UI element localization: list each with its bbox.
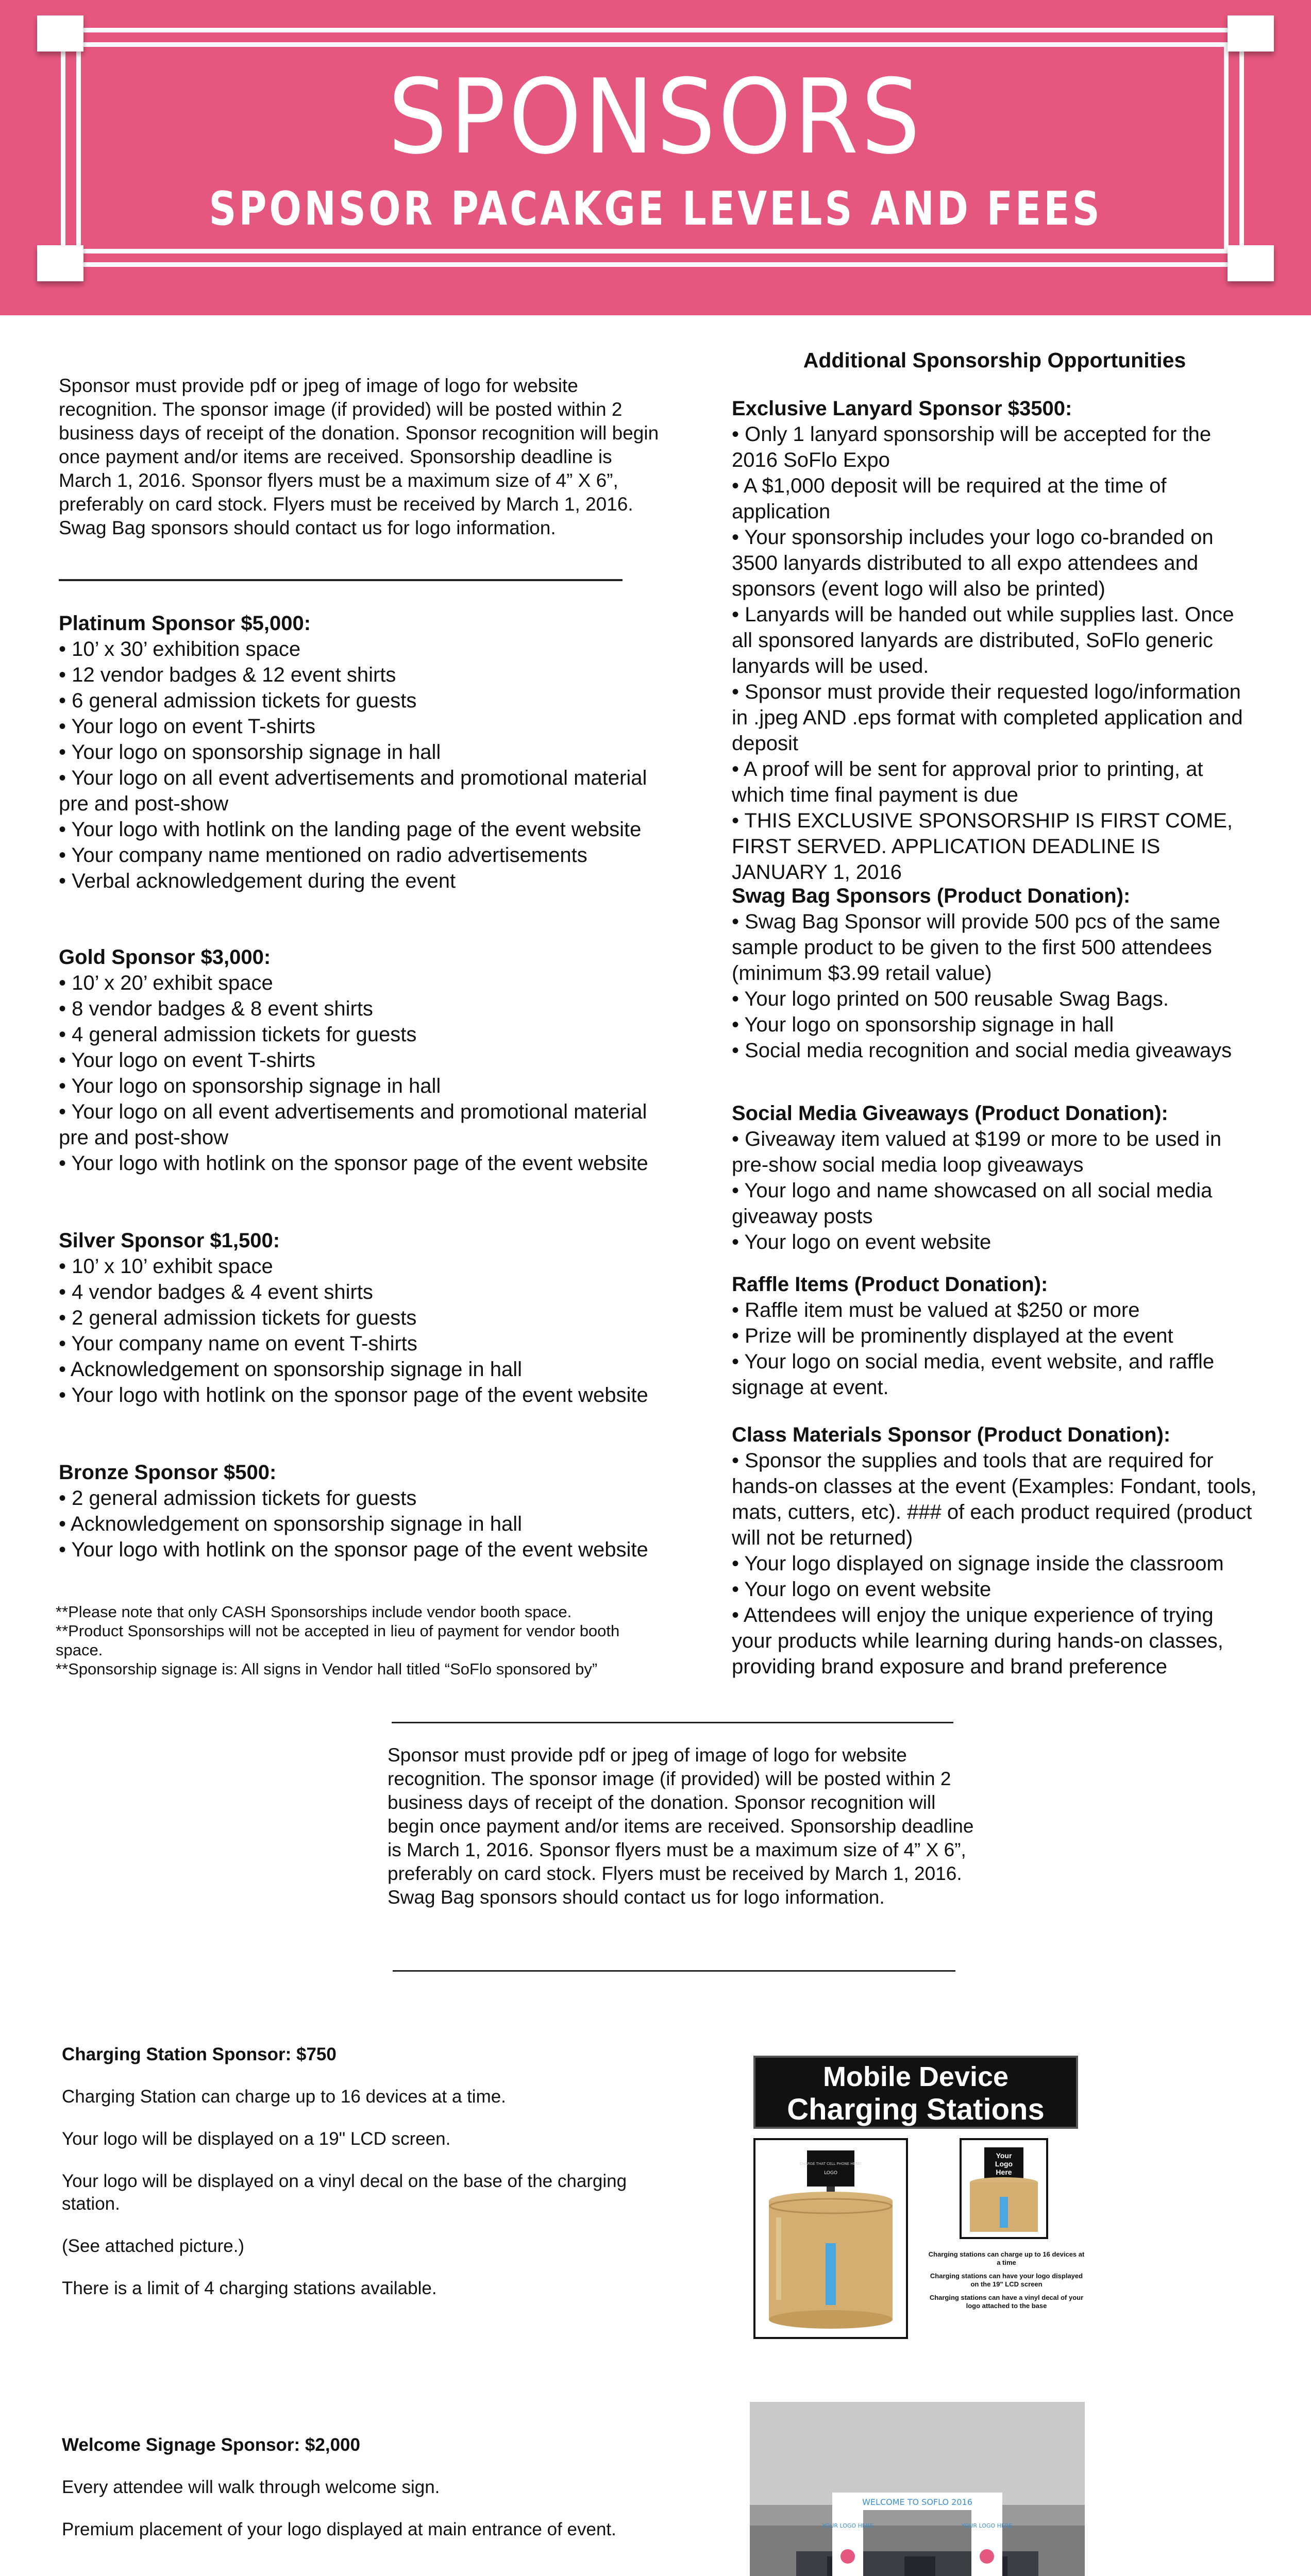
list-item: • 12 vendor badges & 12 event shirts — [59, 662, 677, 688]
note: **Sponsorship signage is: All signs in Vendor hall titled “SoFlo sponsored by” — [56, 1660, 598, 1678]
tier-title: Platinum Sponsor $5,000: — [59, 612, 311, 635]
list-item: • Your logo and name showcased on all social media giveaway posts — [732, 1178, 1257, 1229]
list-item: • 10’ x 10’ exhibit space — [59, 1253, 677, 1279]
list-item: • Your company name mentioned on radio advertisements — [59, 842, 677, 868]
section-list — [732, 421, 1257, 885]
section-list — [732, 1297, 1257, 1400]
list-item: • Your logo on event website — [732, 1577, 1257, 1602]
list-item: • 8 vendor badges & 8 event shirts — [59, 996, 677, 1022]
list-item: • Your logo on sponsorship signage in hall — [59, 739, 677, 765]
divider — [392, 1722, 953, 1723]
list-item: • Giveaway item valued at $199 or more to be used in pre-show social media loop giveaways — [732, 1126, 1257, 1178]
charging-captions — [927, 2250, 1086, 2310]
note: **Please note that only CASH Sponsorships include vendor booth space. — [56, 1603, 572, 1621]
charging-banner-line2: Charging Stations — [787, 2093, 1045, 2126]
header-banner — [0, 0, 1311, 315]
list-item: • Your logo displayed on signage inside the classroom — [732, 1551, 1257, 1577]
list-item: • Your logo on social media, event website, and raffle signage at event. — [732, 1349, 1257, 1400]
welcome-line: Premium placement of your logo displayed at main entrance of event. — [62, 2519, 616, 2539]
banner-corner-top-right — [1228, 15, 1274, 52]
charging-line: Your logo will be displayed on a 19" LCD screen. — [62, 2129, 451, 2149]
welcome-sign-illustration — [750, 2402, 1085, 2576]
list-item: • Lanyards will be handed out while supplies last. Once all sponsored lanyards are distributed, SoFlo generic lanyards will be used. — [732, 602, 1257, 679]
list-item: • Your logo on event T-shirts — [59, 714, 677, 739]
welcome-sign-image — [750, 2402, 1085, 2576]
list-item: • Your logo with hotlink on the landing page of the event website — [59, 817, 677, 842]
list-item: • A $1,000 deposit will be required at the time of application — [732, 473, 1257, 524]
section-list — [732, 1448, 1257, 1680]
divider — [393, 1970, 955, 1972]
banner-corner-top-left — [37, 15, 83, 52]
list-item: • 4 general admission tickets for guests — [59, 1022, 677, 1047]
list-item: • Your logo printed on 500 reusable Swag Bags. — [732, 986, 1257, 1012]
tier-list — [59, 1253, 677, 1408]
list-item: • Your logo on all event advertisements and promotional material pre and post-show — [59, 765, 677, 817]
section-title: Raffle Items (Product Donation): — [732, 1273, 1048, 1296]
list-item: • Your logo on sponsorship signage in hall — [59, 1073, 677, 1099]
pillar-logo-text: YOUR LOGO HERE — [961, 2522, 1013, 2529]
tier-list — [59, 970, 677, 1176]
intro-text-center: Sponsor must provide pdf or jpeg of image of logo for website recognition. The sponsor image (if provided) will be posted within 2 business days of receipt of the donation. Sponsor recognition will begin once payment and/or items are received. Sponsorship deadline is March 1, 2016. Sponsor flyers must be a maximum size of 4” X 6”, preferably on card stock. Flyers must be received by March 1, 2016. Swag Bag sponsors should contact us for logo information. — [388, 1744, 974, 1908]
logo-label: Your Logo Here — [995, 2151, 1013, 2176]
charging-line: Charging Station can charge up to 16 devices at a time. — [62, 2087, 506, 2107]
list-item: • Your logo on event T-shirts — [59, 1047, 677, 1073]
charging-line: (See attached picture.) — [62, 2236, 245, 2256]
list-item: • 10’ x 30’ exhibition space — [59, 636, 677, 662]
section-list — [732, 909, 1257, 1063]
list-item: • Sponsor the supplies and tools that are required for hands-on classes at the event (Examples: Fondant, tools, mats, cutters, etc). ### of each product required (product will not be returned) — [732, 1448, 1257, 1551]
charging-banner — [753, 2056, 1078, 2129]
screen-logo: LOGO — [824, 2171, 837, 2176]
caption: Charging stations can charge up to 16 devices at a time — [928, 2250, 1085, 2266]
list-item: • Your logo with hotlink on the sponsor page of the event website — [59, 1382, 677, 1408]
list-item: • Your company name on event T-shirts — [59, 1331, 677, 1357]
tier-list — [59, 636, 677, 894]
caption: Charging stations can have a vinyl decal of your logo attached to the base — [929, 2294, 1084, 2310]
list-item: • Attendees will enjoy the unique experience of trying your products while learning during hands-on classes, providing brand exposure and brand preference — [732, 1602, 1257, 1680]
welcome-line: Every attendee will walk through welcome sign. — [62, 2477, 440, 2497]
note: **Product Sponsorships will not be accepted in lieu of payment for vendor booth space. — [56, 1622, 620, 1659]
station-photo — [753, 2138, 908, 2339]
list-item: • A proof will be sent for approval prior to printing, at which time final payment is due — [732, 756, 1257, 808]
tier-title: Bronze Sponsor $500: — [59, 1461, 277, 1484]
list-item: • Only 1 lanyard sponsorship will be accepted for the 2016 SoFlo Expo — [732, 421, 1257, 473]
list-item: • Your logo with hotlink on the sponsor page of the event website — [59, 1150, 677, 1176]
section-list — [732, 1126, 1257, 1255]
page-subtitle: SPONSOR PACAKGE LEVELS AND FEES — [209, 182, 1102, 236]
caption: Charging stations can have your logo displayed on the 19" LCD screen — [930, 2272, 1083, 2288]
list-item: • Your sponsorship includes your logo co-branded on 3500 lanyards distributed to all expo attendees and sponsors (event logo will also be printed) — [732, 524, 1257, 602]
list-item: • 4 vendor badges & 4 event shirts — [59, 1279, 677, 1305]
list-item: • Raffle item must be valued at $250 or more — [732, 1297, 1257, 1323]
intro-text-left: Sponsor must provide pdf or jpeg of image of logo for website recognition. The sponsor image (if provided) will be posted within 2 business days of receipt of the donation. Sponsor recognition will begin once payment and/or items are received. Sponsorship deadline is March 1, 2016. Sponsor flyers must be a maximum size of 4” X 6”, preferably on card stock. Flyers must be received by March 1, 2016. Swag Bag sponsors should contact us for logo information. — [59, 375, 659, 538]
list-item: • 2 general admission tickets for guests — [59, 1485, 677, 1511]
charging-banner-line1: Mobile Device — [822, 2061, 1009, 2092]
section-title: Class Materials Sponsor (Product Donation): — [732, 1423, 1171, 1446]
arch-text: WELCOME TO SOFLO 2016 — [862, 2497, 972, 2507]
logo-station-photo — [960, 2138, 1048, 2239]
list-item: • Social media recognition and social media giveaways — [732, 1038, 1257, 1063]
list-item: • Acknowledgement on sponsorship signage in hall — [59, 1511, 677, 1537]
pillar-logo-text: YOUR LOGO HERE — [822, 2522, 873, 2529]
charging-line: Your logo will be displayed on a vinyl decal on the base of the charging station. — [62, 2171, 627, 2214]
list-item: • Your logo with hotlink on the sponsor page of the event website — [59, 1537, 677, 1563]
page-title: SPONSORS — [388, 57, 923, 177]
tier-title: Gold Sponsor $3,000: — [59, 946, 271, 969]
list-item: • Your logo on sponsorship signage in hall — [732, 1012, 1257, 1038]
charging-station-image — [753, 2056, 1099, 2344]
list-item: • Verbal acknowledgement during the event — [59, 868, 677, 894]
list-item: • 10’ x 20’ exhibit space — [59, 970, 677, 996]
additional-heading: Additional Sponsorship Opportunities — [803, 348, 1186, 372]
screen-text: CHARGE THAT CELL PHONE HERE! — [799, 2162, 862, 2166]
section-title: Exclusive Lanyard Sponsor $3500: — [732, 397, 1072, 420]
banner-corner-bottom-left — [37, 245, 83, 281]
list-item: • Your logo on all event advertisements and promotional material pre and post-show — [59, 1099, 677, 1150]
section-title: Social Media Giveaways (Product Donation): — [732, 1102, 1168, 1125]
welcome-title: Welcome Signage Sponsor: $2,000 — [62, 2435, 360, 2455]
tier-list — [59, 1485, 677, 1563]
charging-line: There is a limit of 4 charging stations available. — [62, 2278, 437, 2298]
list-item: • Sponsor must provide their requested logo/information in .jpeg AND .eps format with completed application and deposit — [732, 679, 1257, 756]
list-item: • 6 general admission tickets for guests — [59, 688, 677, 714]
list-item: • 2 general admission tickets for guests — [59, 1305, 677, 1331]
list-item: • Acknowledgement on sponsorship signage in hall — [59, 1357, 677, 1382]
list-item: • Swag Bag Sponsor will provide 500 pcs of the same sample product to be given to the first 500 attendees (minimum $3.99 retail value) — [732, 909, 1257, 986]
tier-title: Silver Sponsor $1,500: — [59, 1229, 280, 1252]
list-item: • Prize will be prominently displayed at the event — [732, 1323, 1257, 1349]
section-title: Swag Bag Sponsors (Product Donation): — [732, 885, 1131, 907]
station-illustration — [755, 2140, 906, 2337]
charging-title: Charging Station Sponsor: $750 — [62, 2044, 337, 2064]
divider — [59, 579, 623, 581]
list-item: • THIS EXCLUSIVE SPONSORSHIP IS FIRST COME, FIRST SERVED. APPLICATION DEADLINE IS JANUARY 1, 2016 — [732, 808, 1257, 885]
list-item: • Your logo on event website — [732, 1229, 1257, 1255]
banner-corner-bottom-right — [1228, 245, 1274, 281]
